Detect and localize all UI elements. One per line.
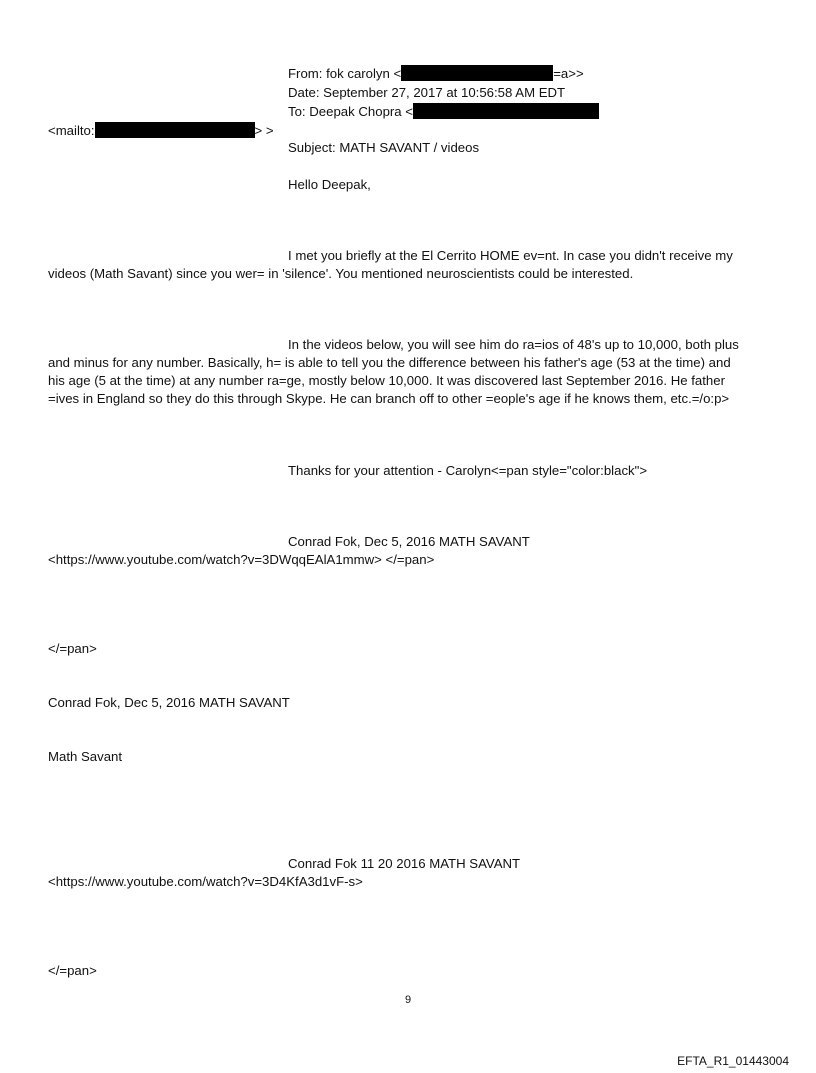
from-suffix: =a>> (553, 66, 584, 81)
mailto-prefix: <mailto: (48, 123, 95, 138)
mailto-suffix: > > (254, 123, 274, 138)
video1-title: Conrad Fok, Dec 5, 2016 MATH SAVANT (288, 534, 530, 549)
from-line (288, 65, 584, 82)
para2-line1: In the videos below, you will see him do ra=ios of 48's up to 10,000, both plus (288, 337, 739, 352)
redaction-bar (95, 122, 255, 138)
video1-title-repeat: Conrad Fok, Dec 5, 2016 MATH SAVANT (48, 695, 290, 710)
para2-line2: and minus for any number. Basically, h= is able to tell you the difference between his father's age (53 at the time) and (48, 355, 731, 370)
redaction-bar (401, 65, 553, 81)
date-line: Date: September 27, 2017 at 10:56:58 AM EDT (288, 85, 566, 100)
from-prefix: From: fok carolyn < (288, 66, 402, 81)
subject-line: Subject: MATH SAVANT / videos (288, 140, 480, 155)
video2-url[interactable]: <https://www.youtube.com/watch?v=3D4KfA3d1vF-s> (48, 874, 363, 889)
para1-line2: videos (Math Savant) since you wer= in 'silence'. You mentioned neuroscientists could be interested. (48, 266, 634, 281)
video1-url[interactable]: <https://www.youtube.com/watch?v=3DWqqEAlA1mmw> </=pan> (48, 552, 435, 567)
page-number: 9 (404, 994, 412, 1006)
mailto-line (48, 122, 274, 139)
greeting: Hello Deepak, (288, 177, 371, 192)
math-savant-label: Math Savant (48, 749, 123, 764)
thanks-line: Thanks for your attention - Carolyn<=pan style="color:black"> (288, 463, 648, 478)
para2-line3: his age (5 at the time) at any number ra=ge, mostly below 10,000. It was discovered last September 2016. He father (48, 373, 725, 388)
span-close-2: </=pan> (48, 963, 97, 978)
document-id: EFTA_R1_01443004 (677, 1054, 789, 1068)
para2-line4: =ives in England so they do this through Skype. He can branch off to other =eople's age if he knows them, etc.=/o:p> (48, 391, 730, 406)
to-line (288, 103, 599, 120)
para1-line1: I met you briefly at the El Cerrito HOME ev=nt. In case you didn't receive my (288, 248, 733, 263)
video2-title: Conrad Fok 11 20 2016 MATH SAVANT (288, 856, 521, 871)
to-prefix: To: Deepak Chopra < (288, 104, 413, 119)
span-close-1: </=pan> (48, 641, 97, 656)
redaction-bar (413, 103, 599, 119)
